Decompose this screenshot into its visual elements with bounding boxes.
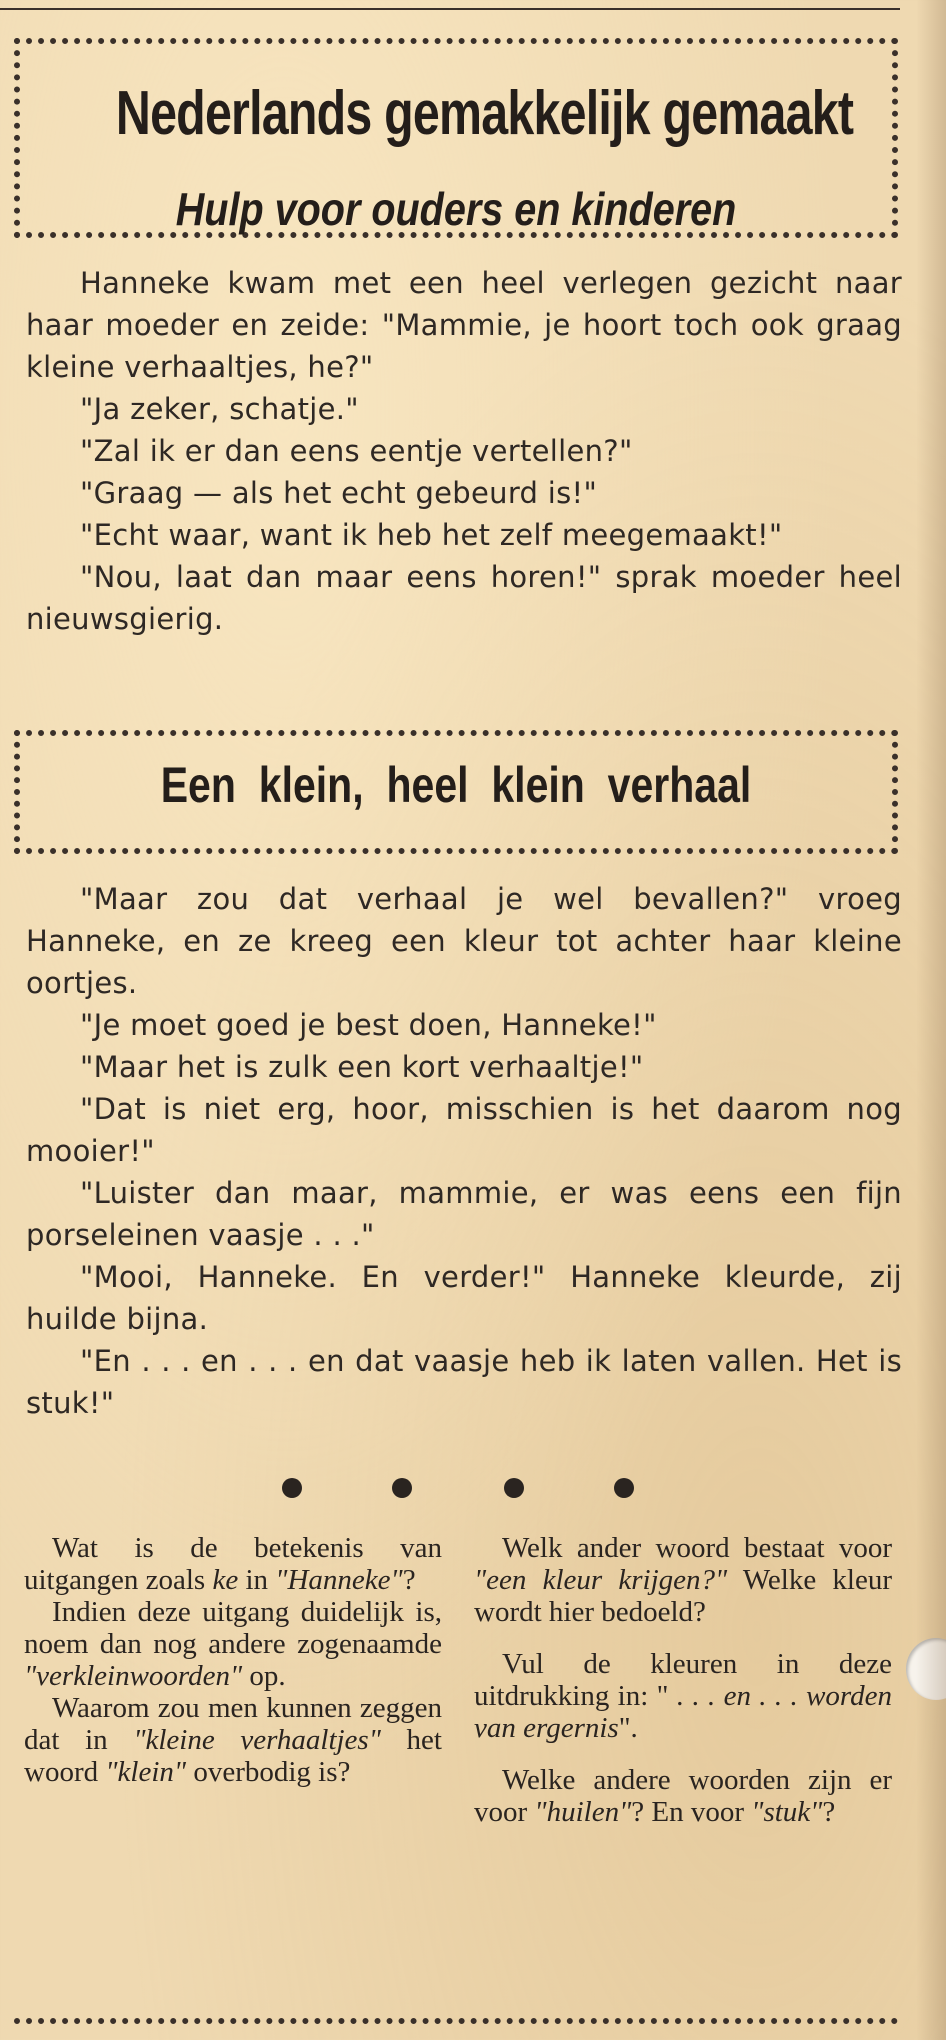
page-subtitle: Hulp voor ouders en kinderen xyxy=(175,183,737,235)
paragraph: "Maar zou dat verhaal je wel bevallen?" vroeg Hanneke, en ze kreeg een kleur tot achter haar kleine oortjes. xyxy=(26,882,902,1000)
bullet-dot xyxy=(504,1478,524,1498)
question: Wat is de betekenis van uitgangen zoals ke in "Hanneke"? xyxy=(24,1532,442,1596)
section-title-box xyxy=(14,730,898,854)
question: Welk ander woord bestaat voor "een kleur krijgen?" Welke kleur wordt hier bedoeld? xyxy=(474,1532,892,1628)
questions-right-column xyxy=(474,1532,892,1828)
paragraph: "En . . . en . . . en dat vaasje heb ik laten vallen. Het is stuk!" xyxy=(26,1344,902,1420)
bottom-rule xyxy=(14,2018,898,2024)
question: Waarom zou men kunnen zeggen dat in "kleine verhaaltjes" het woord "klein" overbodig is? xyxy=(24,1692,442,1788)
paragraph: "Je moet goed je best doen, Hanneke!" xyxy=(80,1008,657,1042)
header-box xyxy=(14,38,898,238)
paragraph: "Dat is niet erg, hoor, misschien is het daarom nog mooier!" xyxy=(26,1092,902,1168)
paragraph: "Mooi, Hanneke. En verder!" Hanneke kleurde, zij huilde bijna. xyxy=(26,1260,902,1336)
paragraph: "Zal ik er dan eens eentje vertellen?" xyxy=(80,434,633,468)
paragraph: "Luister dan maar, mammie, er was eens een fijn porseleinen vaasje . . ." xyxy=(26,1176,902,1252)
bullet-dot xyxy=(392,1478,412,1498)
separator-dots xyxy=(0,1470,946,1510)
question: Vul de kleuren in deze uitdrukking in: " . . . en . . . worden van ergernis". xyxy=(474,1648,893,1744)
bullet-dot xyxy=(614,1478,634,1498)
page-edge-shadow xyxy=(916,0,946,2040)
question: Indien deze uitgang duidelijk is, noem dan nog andere zogenaamde "verkleinwoorden" op. xyxy=(24,1596,442,1692)
paragraph: Hanneke kwam met een heel verlegen gezicht naar haar moeder en zeide: "Mammie, je hoort toch ook graag kleine verhaaltjes, he?" xyxy=(26,266,902,384)
paragraph: "Graag — als het echt gebeurd is!" xyxy=(80,476,598,510)
story-intro xyxy=(26,262,902,640)
paragraph: "Echt waar, want ik heb het zelf meegemaakt!" xyxy=(80,518,783,552)
paragraph: "Ja zeker, schatje." xyxy=(80,392,359,426)
paragraph: "Nou, laat dan maar eens horen!" sprak moeder heel nieuwsgierig. xyxy=(26,560,902,636)
question: Welke andere woorden zijn er voor "huilen"? En voor "stuk"? xyxy=(474,1764,892,1828)
page-title: Nederlands gemakkelijk gemaakt xyxy=(115,79,854,148)
section-title: Een klein, heel klein verhaal xyxy=(160,757,752,813)
story-main xyxy=(26,878,902,1424)
paragraph: "Maar het is zulk een kort verhaaltje!" xyxy=(80,1050,644,1084)
questions-left-column xyxy=(24,1532,442,1788)
bullet-dot xyxy=(282,1478,302,1498)
top-rule xyxy=(0,8,900,10)
